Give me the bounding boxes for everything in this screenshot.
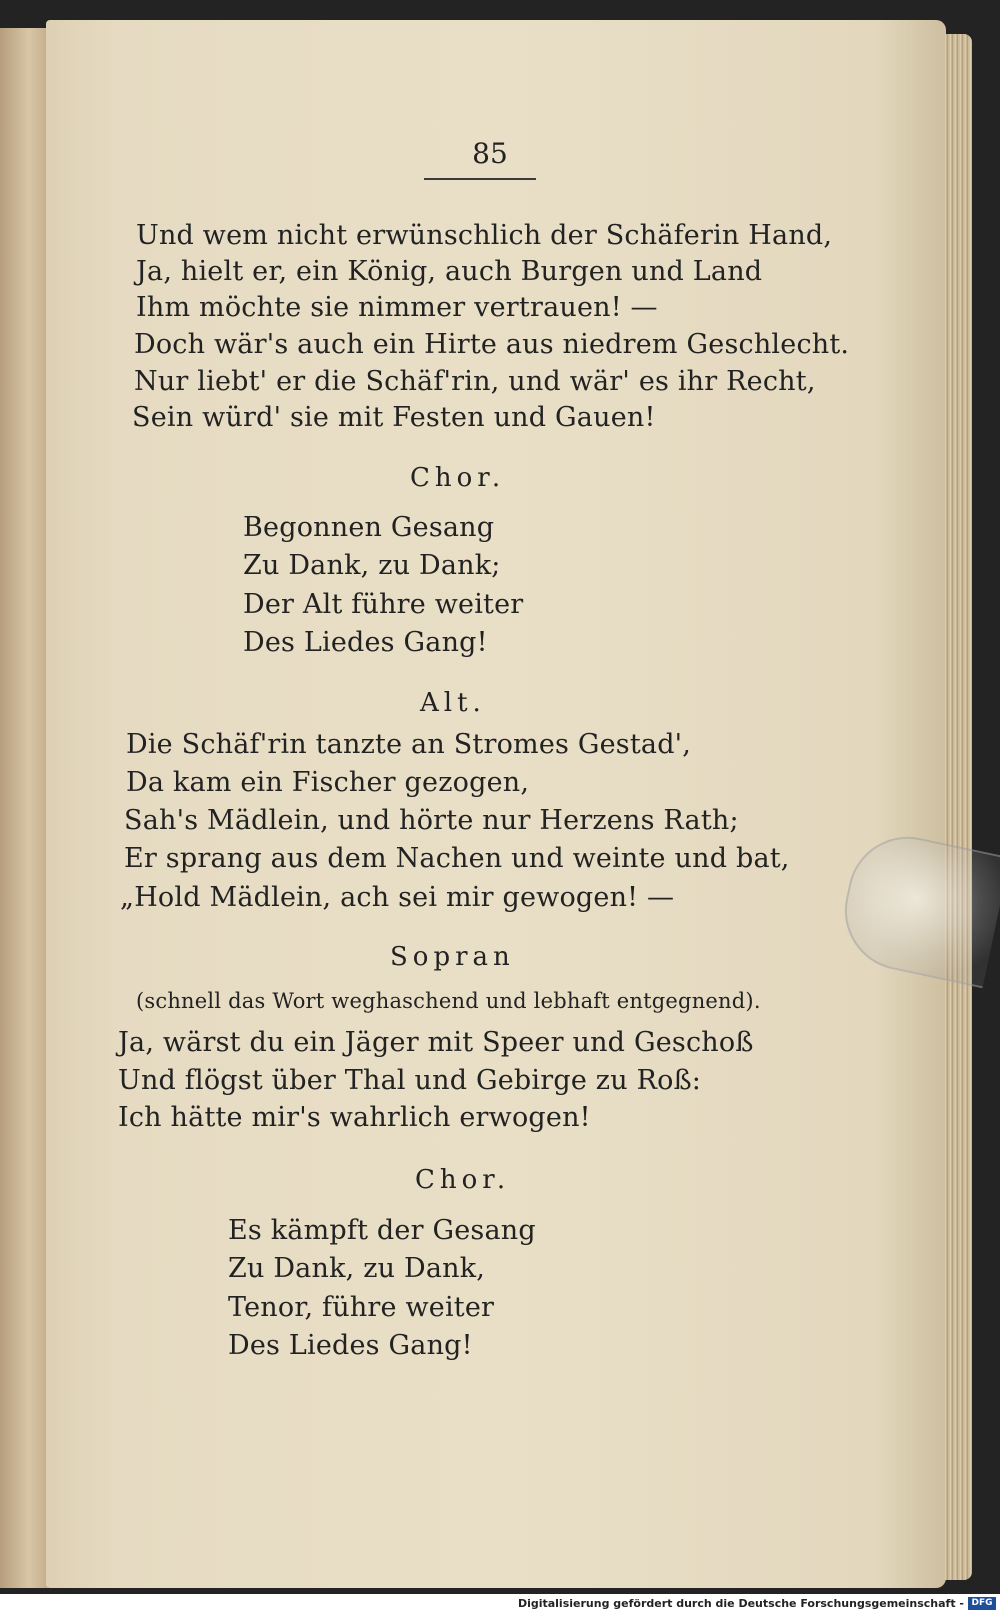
verse-line: Und flögst über Thal und Gebirge zu Roß: xyxy=(118,1065,702,1096)
dfg-logo: DFG xyxy=(968,1597,996,1610)
verse-line: Ich hätte mir's wahrlich erwogen! xyxy=(118,1102,591,1133)
verse-line: Begonnen Gesang xyxy=(243,512,495,543)
verse-line: Und wem nicht erwünschlich der Schäferin Hand, xyxy=(136,220,833,251)
verse-line: Tenor, führe weiter xyxy=(228,1292,495,1323)
page-number-rule xyxy=(424,178,536,180)
section-heading-chor: Chor. xyxy=(415,1165,511,1195)
section-heading-sopran: Sopran xyxy=(390,942,515,972)
verse-line: Die Schäf'rin tanzte an Stromes Gestad', xyxy=(126,729,692,760)
digitization-credit: Digitalisierung gefördert durch die Deutsche Forschungsgemeinschaft - xyxy=(517,1597,964,1610)
verse-line: Sein würd' sie mit Festen und Gauen! xyxy=(132,402,656,433)
verse-line: Der Alt führe weiter xyxy=(243,589,524,620)
verse-line: Ja, hielt er, ein König, auch Burgen und Land xyxy=(136,256,763,287)
verse-line: Doch wär's auch ein Hirte aus niedrem Geschlecht. xyxy=(134,329,850,360)
verse-line: Es kämpft der Gesang xyxy=(228,1215,536,1246)
section-heading-chor: Chor. xyxy=(410,463,506,493)
section-heading-alt: Alt. xyxy=(420,688,486,718)
verse-line: Zu Dank, zu Dank, xyxy=(228,1253,486,1284)
verse-line: Nur liebt' er die Schäf'rin, und wär' es ihr Recht, xyxy=(134,366,816,397)
verse-line: Des Liedes Gang! xyxy=(243,627,488,658)
verse-line: Sah's Mädlein, und hörte nur Herzens Rath; xyxy=(124,805,739,836)
verse-line: Ja, wärst du ein Jäger mit Speer und Geschoß xyxy=(118,1027,754,1058)
verse-line: Da kam ein Fischer gezogen, xyxy=(126,767,530,798)
verse-line: Des Liedes Gang! xyxy=(228,1330,473,1361)
verse-line: „Hold Mädlein, ach sei mir gewogen! — xyxy=(120,882,675,913)
verse-line: Er sprang aus dem Nachen und weinte und bat, xyxy=(124,843,790,874)
verse-line: Zu Dank, zu Dank; xyxy=(243,550,501,581)
stage-direction: (schnell das Wort weghaschend und lebhaft entgegnend). xyxy=(136,989,761,1013)
verse-line: Ihm möchte sie nimmer vertrauen! — xyxy=(136,292,658,323)
page-number: 85 xyxy=(472,137,508,170)
